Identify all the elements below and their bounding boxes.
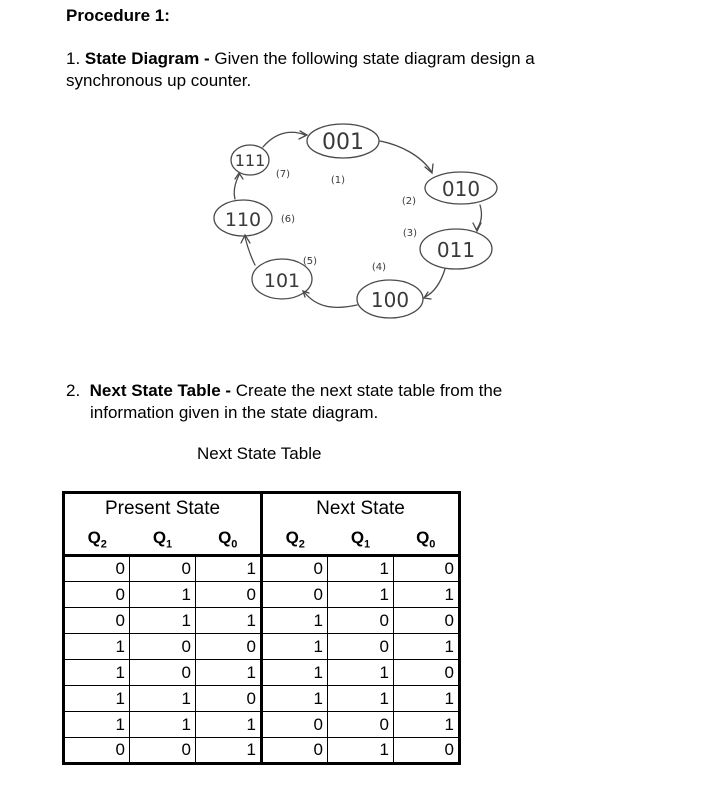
table-cell: 1 [196, 608, 262, 634]
table-cell: 0 [262, 556, 328, 582]
table-cell: 1 [130, 608, 196, 634]
table-cell: 1 [328, 660, 394, 686]
step-1-text-cont: synchronous up counter. [66, 71, 252, 90]
state-001 [307, 124, 379, 186]
svg-text:(3): (3) [402, 228, 418, 239]
arrow-101-110 [245, 237, 255, 265]
table-cell: 1 [394, 634, 460, 660]
svg-text:(7): (7) [275, 169, 291, 180]
step-1-heading: State Diagram - [84, 49, 210, 68]
svg-text:(5): (5) [302, 256, 318, 267]
svg-text:(1): (1) [330, 175, 346, 186]
table-cell: 0 [394, 738, 460, 764]
step-1-number: 1. [66, 49, 81, 68]
svg-text:101: 101 [263, 270, 301, 292]
table-cell: 1 [328, 738, 394, 764]
arrow-100-101 [305, 293, 357, 307]
state-010 [402, 172, 497, 207]
table-cell: 1 [130, 712, 196, 738]
table-cell: 1 [196, 712, 262, 738]
table-cell: 0 [130, 738, 196, 764]
step-2-text-cont: information given in the state diagram. [90, 403, 379, 422]
table-cell: 0 [262, 582, 328, 608]
svg-text:(2): (2) [401, 196, 417, 207]
table-cell: 1 [196, 556, 262, 582]
table-cell: 1 [64, 660, 130, 686]
table-cell: 1 [130, 582, 196, 608]
svg-text:110: 110 [224, 209, 262, 231]
table-cell: 0 [196, 582, 262, 608]
svg-text:(4): (4) [371, 262, 387, 273]
table-cell: 0 [328, 712, 394, 738]
table-cell: 0 [64, 556, 130, 582]
col-header-next-q0: $Q_0$ [394, 524, 460, 556]
table-row [64, 686, 460, 712]
step-2-number: 2. [66, 381, 81, 400]
table-cell: 1 [262, 608, 328, 634]
table-cell: 1 [196, 738, 262, 764]
step-2-text: Create the next state table from the [235, 381, 503, 400]
col-header-present-q2: $Q_2$ [64, 524, 130, 556]
svg-text:001: 001 [322, 130, 364, 155]
table-cell: 1 [64, 712, 130, 738]
table-caption: Next State Table [197, 444, 322, 463]
table-cell: 0 [64, 582, 130, 608]
state-diagram [205, 115, 505, 330]
table-cell: 1 [262, 660, 328, 686]
next-state-table [62, 491, 461, 765]
table-cell: 0 [262, 712, 328, 738]
table-cell: 1 [262, 634, 328, 660]
table-cell: 1 [328, 582, 394, 608]
table-cell: 1 [328, 686, 394, 712]
col-header-present-q0: $Q_0$ [196, 524, 262, 556]
col-header-next-q1: $Q_1$ [328, 524, 394, 556]
col-header-next-q2: $Q_2$ [262, 524, 328, 556]
table-row [64, 660, 460, 686]
table-cell: 0 [394, 556, 460, 582]
col-header-present-q1: $Q_1$ [130, 524, 196, 556]
svg-text:010: 010 [441, 177, 481, 201]
table-cell: 1 [394, 712, 460, 738]
table-cell: 0 [196, 634, 262, 660]
table-cell: 1 [64, 686, 130, 712]
table-cell: 1 [394, 582, 460, 608]
table-cell: 1 [64, 634, 130, 660]
table-cell: 0 [130, 634, 196, 660]
state-110 [214, 200, 295, 236]
state-011 [403, 228, 492, 269]
step-1 [66, 48, 666, 92]
table-cell: 1 [262, 686, 328, 712]
table-cell: 1 [328, 556, 394, 582]
table-row [64, 608, 460, 634]
table-row [64, 582, 460, 608]
step-1-text: Given the following state diagram design a [214, 49, 535, 68]
svg-text:011: 011 [436, 238, 476, 262]
svg-text:(6): (6) [280, 214, 296, 225]
table-row [64, 712, 460, 738]
step-2-heading: Next State Table - [89, 381, 232, 400]
arrow-111-001 [263, 132, 305, 147]
table-cell: 0 [196, 686, 262, 712]
table-cell: 0 [64, 608, 130, 634]
table-row [64, 738, 460, 764]
table-row [64, 556, 460, 582]
table-cell: 1 [130, 686, 196, 712]
table-cell: 0 [130, 556, 196, 582]
table-cell: 0 [328, 634, 394, 660]
table-cell: 1 [394, 686, 460, 712]
step-2 [66, 380, 666, 424]
procedure-title: Procedure 1: [66, 6, 170, 25]
present-state-header: Present State [64, 493, 262, 525]
table-cell: 0 [64, 738, 130, 764]
svg-text:111: 111 [234, 151, 266, 170]
table-row [64, 634, 460, 660]
state-100 [357, 262, 423, 318]
arrow-001-010 [380, 141, 431, 171]
table-cell: 0 [328, 608, 394, 634]
table-cell: 0 [130, 660, 196, 686]
table-cell: 1 [196, 660, 262, 686]
next-state-header: Next State [316, 498, 405, 519]
table-cell: 0 [394, 660, 460, 686]
table-cell: 0 [394, 608, 460, 634]
table-cell: 0 [262, 738, 328, 764]
svg-text:100: 100 [370, 288, 410, 312]
